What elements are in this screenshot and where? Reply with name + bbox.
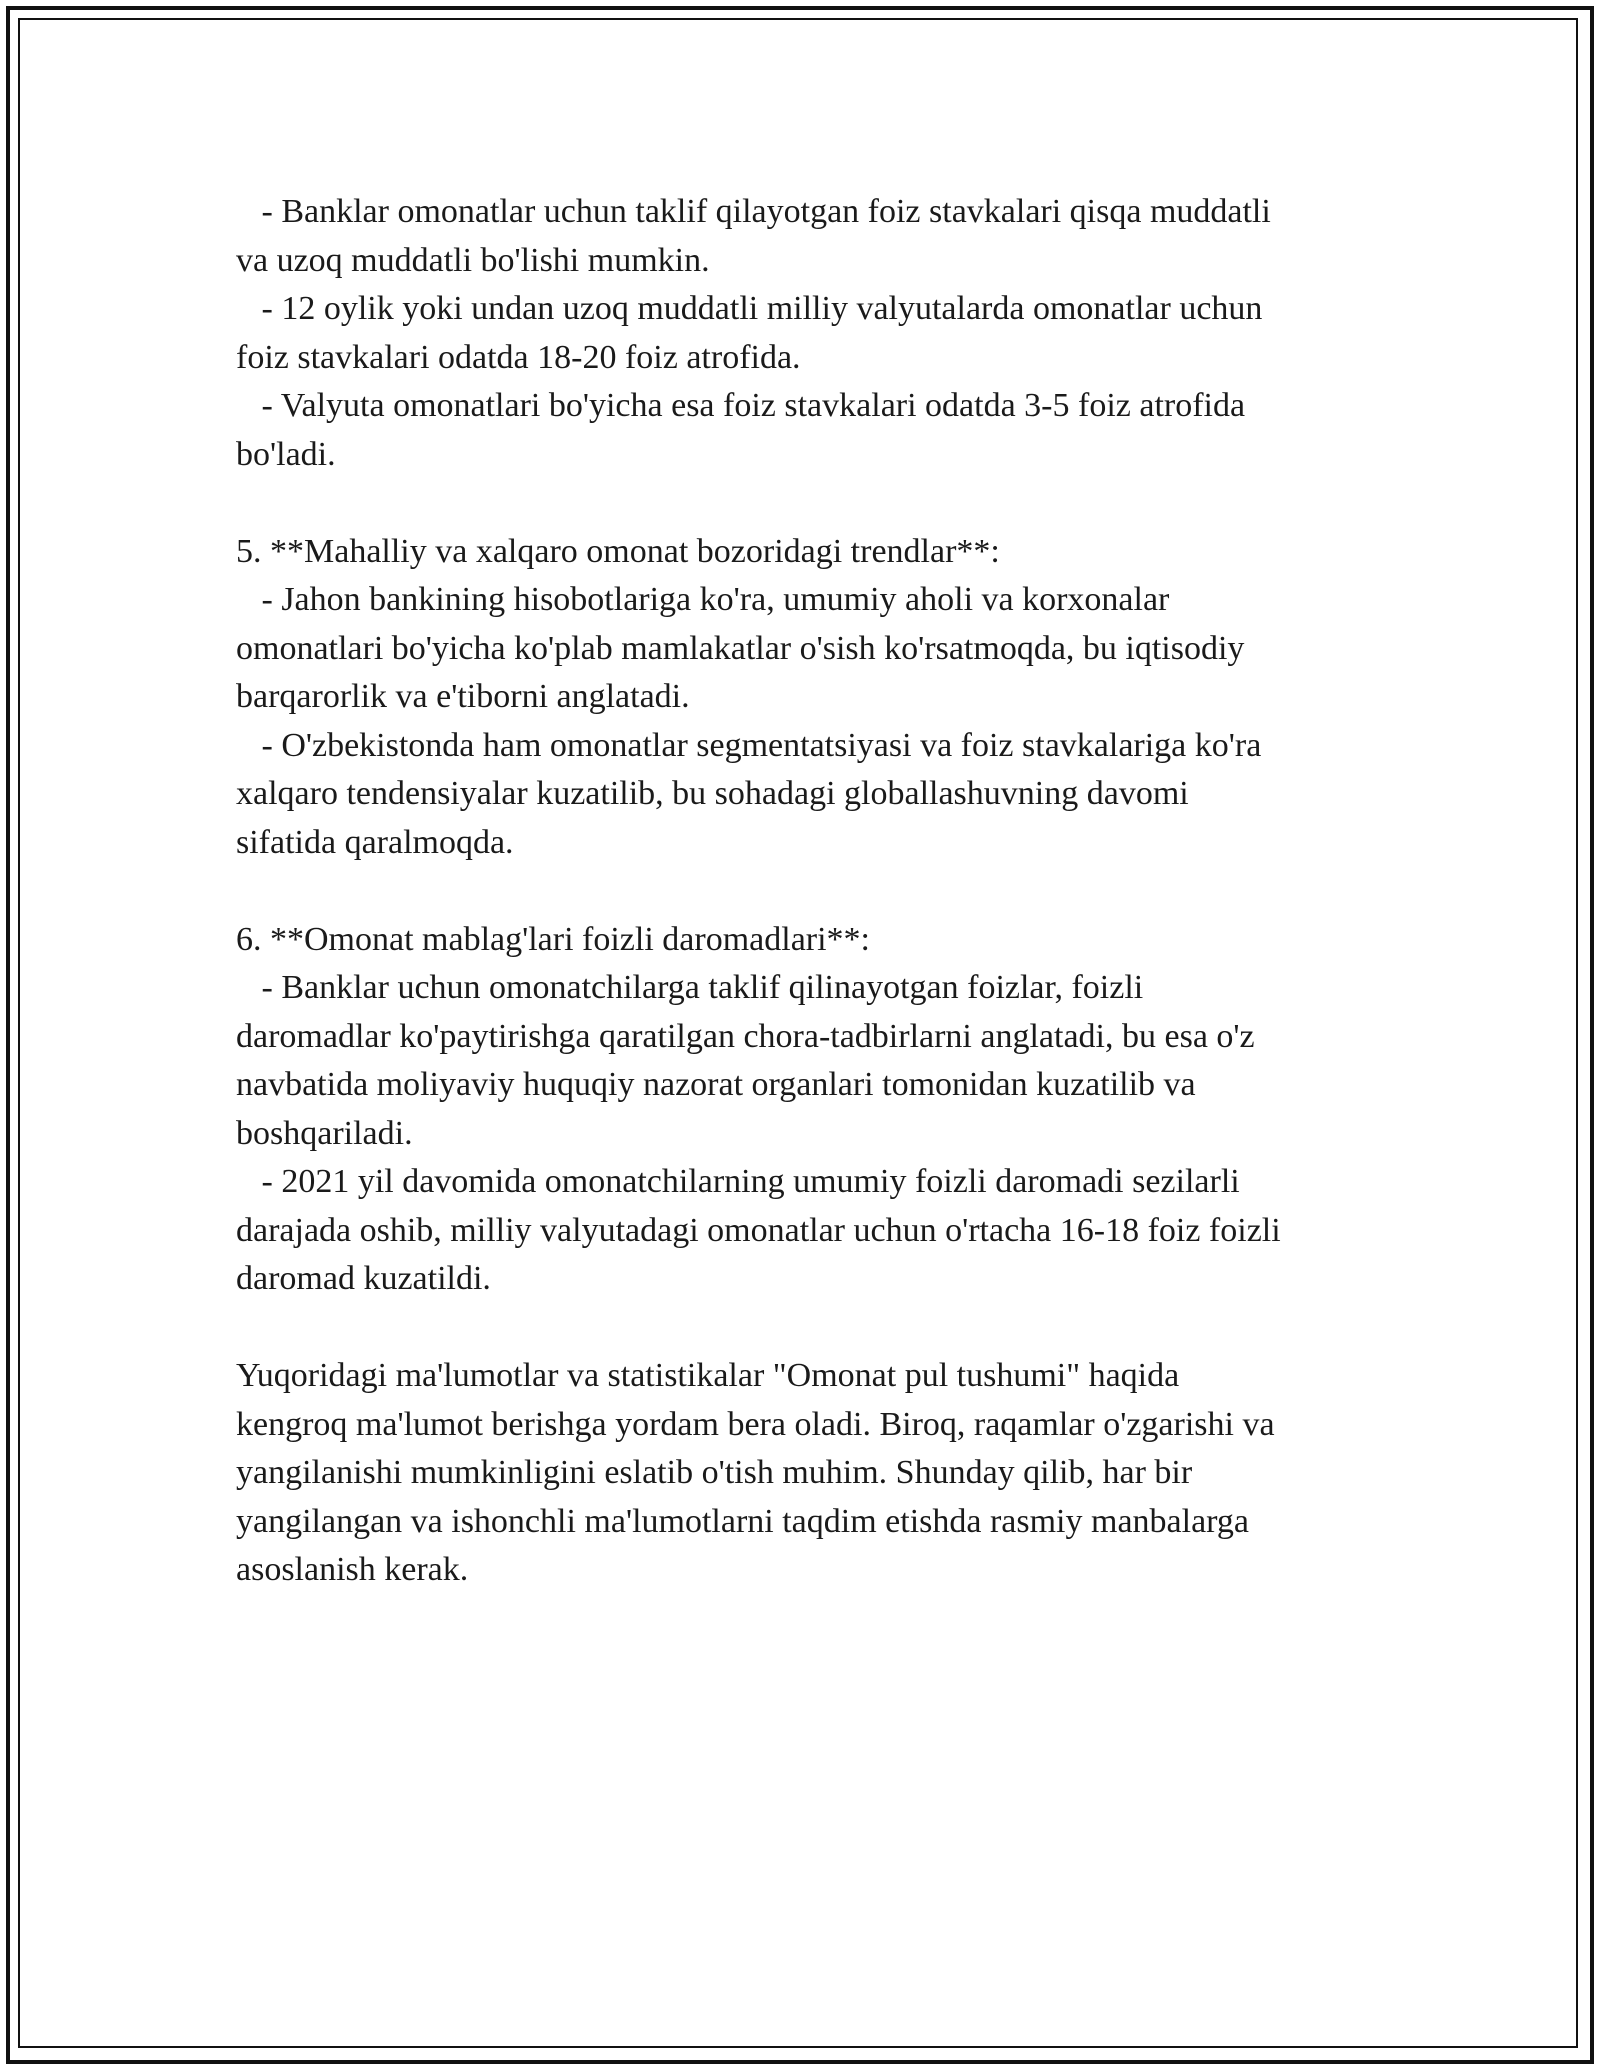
text-line: yangilanishi mumkinligini eslatib o'tish muhim. Shunday qilib, har bir [236, 1454, 1193, 1491]
paragraph-gap [236, 867, 1376, 916]
document-body [236, 188, 1376, 1595]
text-line: omonatlari bo'yicha ko'plab mamlakatlar o'sish ko'rsatmoqda, bu iqtisodiy [236, 629, 1245, 667]
text-line: - Banklar uchun omonatchilarga taklif qilinayotgan foizlar, foizli [236, 969, 1144, 1006]
text-line: - Jahon bankining hisobotlariga ko'ra, umumiy aholi va korxonalar [236, 581, 1170, 618]
text-line: boshqariladi. [236, 1114, 413, 1152]
section-heading: 5. **Mahalliy va xalqaro omonat bozoridagi trendlar**: [236, 532, 1000, 570]
text-line: yangilangan va ishonchli ma'lumotlarni taqdim etishda rasmiy manbalarga [236, 1502, 1249, 1540]
paragraph-gap [236, 479, 1376, 528]
text-line: - O'zbekistonda ham omonatlar segmentatsiyasi va foiz stavkalariga ko'ra [236, 726, 1262, 764]
text-line: foiz stavkalari odatda 18-20 foiz atrofida. [236, 338, 801, 376]
text-line: barqarorlik va e'tiborni anglatadi. [236, 678, 690, 715]
text-line: xalqaro tendensiyalar kuzatilib, bu sohadagi globallashuvning davomi [236, 775, 1189, 812]
text-line: - 12 oylik yoki undan uzoq muddatli milliy valyutalarda omonatlar uchun [236, 290, 1263, 327]
text-line: navbatida moliyaviy huquqiy nazorat organlari tomonidan kuzatilib va [236, 1066, 1196, 1103]
text-line: daromadlar ko'paytirishga qaratilgan chora-tadbirlarni anglatadi, bu esa o'z [236, 1017, 1255, 1055]
text-line: daromad kuzatildi. [236, 1260, 491, 1297]
text-line: - Valyuta omonatlari bo'yicha esa foiz stavkalari odatda 3-5 foiz atrofida [236, 387, 1246, 424]
text-line: va uzoq muddatli bo'lishi mumkin. [236, 241, 710, 279]
section-5 [236, 528, 1376, 868]
text-line: darajada oshib, milliy valyutadagi omonatlar uchun o'rtacha 16-18 foiz foizli [236, 1211, 1281, 1249]
section-heading: 6. **Omonat mablag'lari foizli daromadlari**: [236, 920, 870, 958]
text-line: Yuqoridagi ma'lumotlar va statistikalar "Omonat pul tushumi" haqida [236, 1357, 1180, 1394]
text-line: - 2021 yil davomida omonatchilarning umumiy foizli daromadi sezilarli [236, 1163, 1240, 1200]
text-line: bo'ladi. [236, 435, 336, 473]
text-line: asoslanish kerak. [236, 1551, 469, 1588]
text-line: - Banklar omonatlar uchun taklif qilayotgan foiz stavkalari qisqa muddatli [236, 193, 1271, 230]
paragraph-gap [236, 1304, 1376, 1353]
section-6 [236, 916, 1376, 1304]
conclusion-paragraph [236, 1352, 1376, 1595]
text-line: sifatida qaralmoqda. [236, 823, 514, 861]
text-line: kengroq ma'lumot berishga yordam bera oladi. Biroq, raqamlar o'zgarishi va [236, 1405, 1275, 1443]
intro-block [236, 188, 1376, 479]
